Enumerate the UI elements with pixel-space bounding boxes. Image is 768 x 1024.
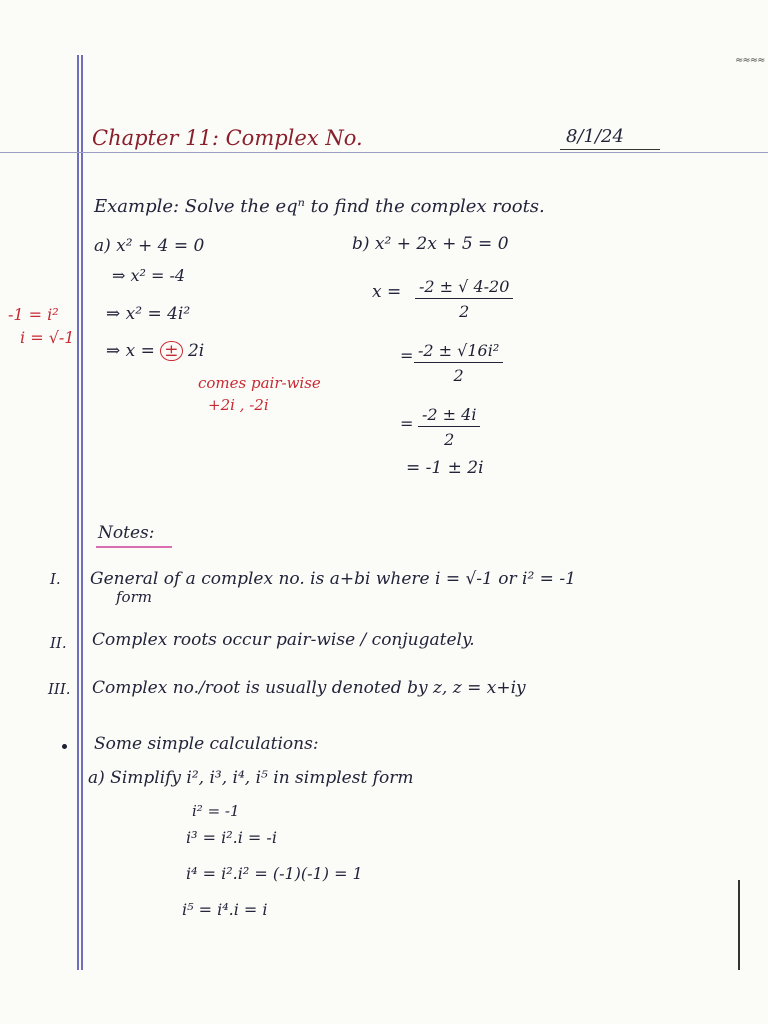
note-3-text: Complex no./root is usually denoted by z, z = x+iy <box>92 678 526 698</box>
note-2-text: Complex roots occur pair-wise / conjugately. <box>92 630 475 650</box>
margin-note-line2: i = √-1 <box>20 328 75 347</box>
calculations-bullet <box>62 744 67 749</box>
notes-heading: Notes: <box>98 523 155 543</box>
page-date: 8/1/24 <box>566 126 624 147</box>
part-b-result: = -1 ± 2i <box>406 458 484 478</box>
part-a-step3 <box>106 341 204 361</box>
calculations-heading: Some simple calculations: <box>94 734 319 754</box>
note-1-marker: I. <box>50 570 61 588</box>
fraction-3-eq-sign: = <box>400 414 414 433</box>
note-1-subtext: form <box>116 588 152 606</box>
right-edge-mark <box>738 880 740 970</box>
part-b-equation: b) x² + 2x + 5 = 0 <box>352 234 509 254</box>
note-1-text: General of a complex no. is a+bi where i = √-1 or i² = -1 <box>90 569 576 589</box>
fraction-3-numerator: -2 ± 4i <box>418 405 480 427</box>
margin-line-left <box>77 55 79 970</box>
corner-scribble: ≈≈≈≈ <box>735 55 765 66</box>
margin-line-right <box>81 55 83 970</box>
calc-line-2: i³ = i².i = -i <box>186 828 277 847</box>
calc-line-1: i² = -1 <box>192 802 240 820</box>
plus-minus-circled: ± <box>160 341 182 361</box>
margin-note-line1: -1 = i² <box>8 305 59 324</box>
pairwise-note-line1: comes pair-wise <box>198 374 321 392</box>
example-title: Example: Solve the eqⁿ to find the complex roots. <box>94 196 545 217</box>
part-a-step2: ⇒ x² = 4i² <box>106 304 191 324</box>
chapter-title: Chapter 11: Complex No. <box>92 126 363 150</box>
fraction-2-denominator: 2 <box>453 366 464 385</box>
note-2-marker: II. <box>50 634 67 652</box>
part-a-step1: ⇒ x² = -4 <box>112 266 186 285</box>
fraction-1 <box>415 277 513 321</box>
fraction-3-denominator: 2 <box>444 430 455 449</box>
note-3-marker: III. <box>48 680 71 698</box>
calc-line-3: i⁴ = i².i² = (-1)(-1) = 1 <box>186 864 363 883</box>
fraction-1-numerator: -2 ± √ 4-20 <box>415 277 513 299</box>
fraction-2-eq-sign: = <box>400 346 414 365</box>
fraction-2-numerator: -2 ± √16i² <box>414 341 503 363</box>
part-b-lhs: x = <box>372 282 402 302</box>
part-a-equation: a) x² + 4 = 0 <box>94 236 205 256</box>
notes-underline <box>96 546 172 548</box>
calculations-task: a) Simplify i², i³, i⁴, i⁵ in simplest form <box>88 768 414 788</box>
part-a-step3-suffix: 2i <box>187 341 205 361</box>
fraction-3 <box>418 405 480 449</box>
date-underline <box>560 149 660 150</box>
fraction-1-denominator: 2 <box>459 302 470 321</box>
part-a-step3-prefix: ⇒ x = <box>106 341 155 361</box>
pairwise-note-line2: +2i , -2i <box>208 396 269 414</box>
calc-line-4: i⁵ = i⁴.i = i <box>182 900 268 919</box>
fraction-2 <box>414 341 503 385</box>
header-rule <box>0 152 768 153</box>
